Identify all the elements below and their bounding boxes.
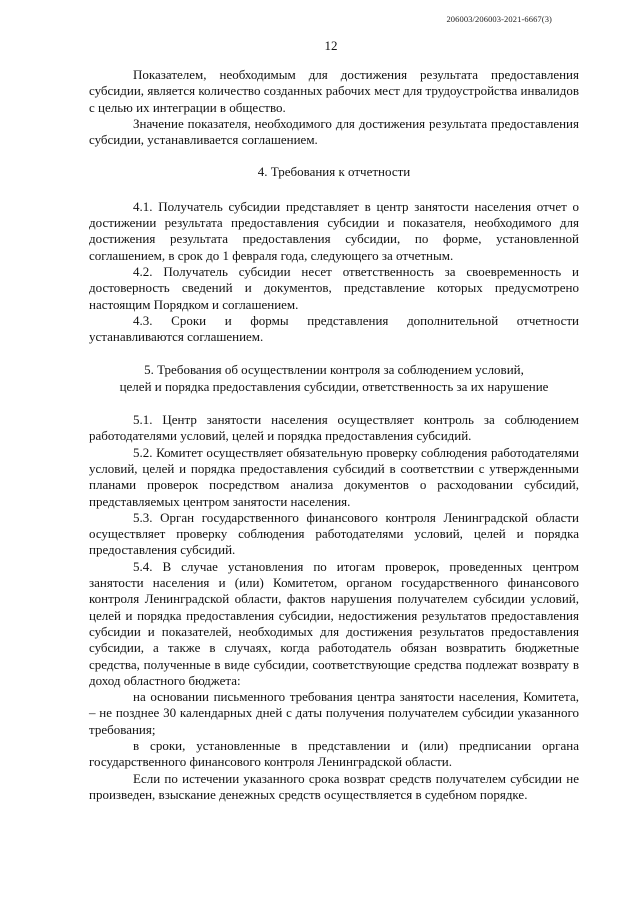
paragraph-5-2: 5.2. Комитет осуществляет обязательную проверку соблюдения работодателями условий, целей и порядка предоставления субсидий в соответствии с утвержденными планами проверок посредством анализа документов о расходовании субсидий, представляемых центром занятости населения.	[89, 444, 579, 509]
paragraph-5-4-control-deadline: в сроки, установленные в представлении и (или) предписании органа государственного финансового контроля Ленинградской области.	[89, 737, 579, 770]
paragraph-5-3: 5.3. Орган государственного финансового контроля Ленинградской области осуществляет проверку соблюдения работодателями условий, целей и порядка предоставления субсидий.	[89, 509, 579, 558]
paragraph-5-4-written-demand: на основании письменного требования центра занятости населения, Комитета, – не позднее 30 календарных дней с даты получения получателем субсидии указанного требования;	[89, 689, 579, 737]
paragraph-4-2: 4.2. Получатель субсидии несет ответственность за своевременность и достоверность сведений и документов, представление которых предусмотрено настоящим Порядком и соглашением.	[89, 263, 579, 312]
page-number: 12	[324, 38, 338, 53]
document-body	[89, 67, 579, 803]
paragraph-5-4-court-recovery: Если по истечении указанного срока возврат средств получателем субсидии не произведен, взыскание денежных средств осуществляется в судебном порядке.	[89, 770, 579, 802]
paragraph-4-3: 4.3. Сроки и формы представления дополнительной отчетности устанавливаются соглашением.	[89, 312, 579, 345]
paragraph-5-1: 5.1. Центр занятости населения осуществляет контроль за соблюдением работодателями условий, целей и порядка предоставления субсидий.	[89, 412, 579, 444]
paragraph-indicator: Показателем, необходимым для достижения результата предоставления субсидии, является количество созданных рабочих мест для трудоустройства инвалидов с целью их интеграции в общество.	[89, 67, 579, 115]
section-4-heading: 4. Требования к отчетности	[257, 164, 411, 180]
section-5-heading	[89, 362, 579, 395]
section-5-heading-line-1: 5. Требования об осуществлении контроля за соблюдением условий,	[144, 362, 524, 378]
paragraph-4-1: 4.1. Получатель субсидии представляет в центр занятости населения отчет о достижении результата предоставления субсидии и показателя, необходимого для достижения результата предоставления субсидии, по форме, установленной соглашением, в срок до 1 февраля года, следующего за отчетным.	[89, 198, 579, 263]
section-5-heading-line-2: целей и порядка предоставления субсидии, ответственность за их нарушение	[119, 378, 549, 394]
paragraph-5-4: 5.4. В случае установления по итогам проверок, проведенных центром занятости населения и (или) Комитетом, органом государственного финансового контроля Ленинградской области, фактов нарушения получателем субсидии условий, целей и порядка предоставления субсидии, недостижения результатов предоставления субсидии и показателей, необходимых для достижения результатов предоставления субсидии, а также в случаях, когда работодатель обязан возвратить бюджетные средства, полученные в виде субсидии, соответствующие средства подлежат возврату в доход областного бюджета:	[89, 558, 579, 688]
paragraph-indicator-value: Значение показателя, необходимого для достижения результата предоставления субсидии, устанавливается соглашением.	[89, 115, 579, 148]
document-id: 206003/206003-2021-6667(3)	[446, 14, 552, 24]
